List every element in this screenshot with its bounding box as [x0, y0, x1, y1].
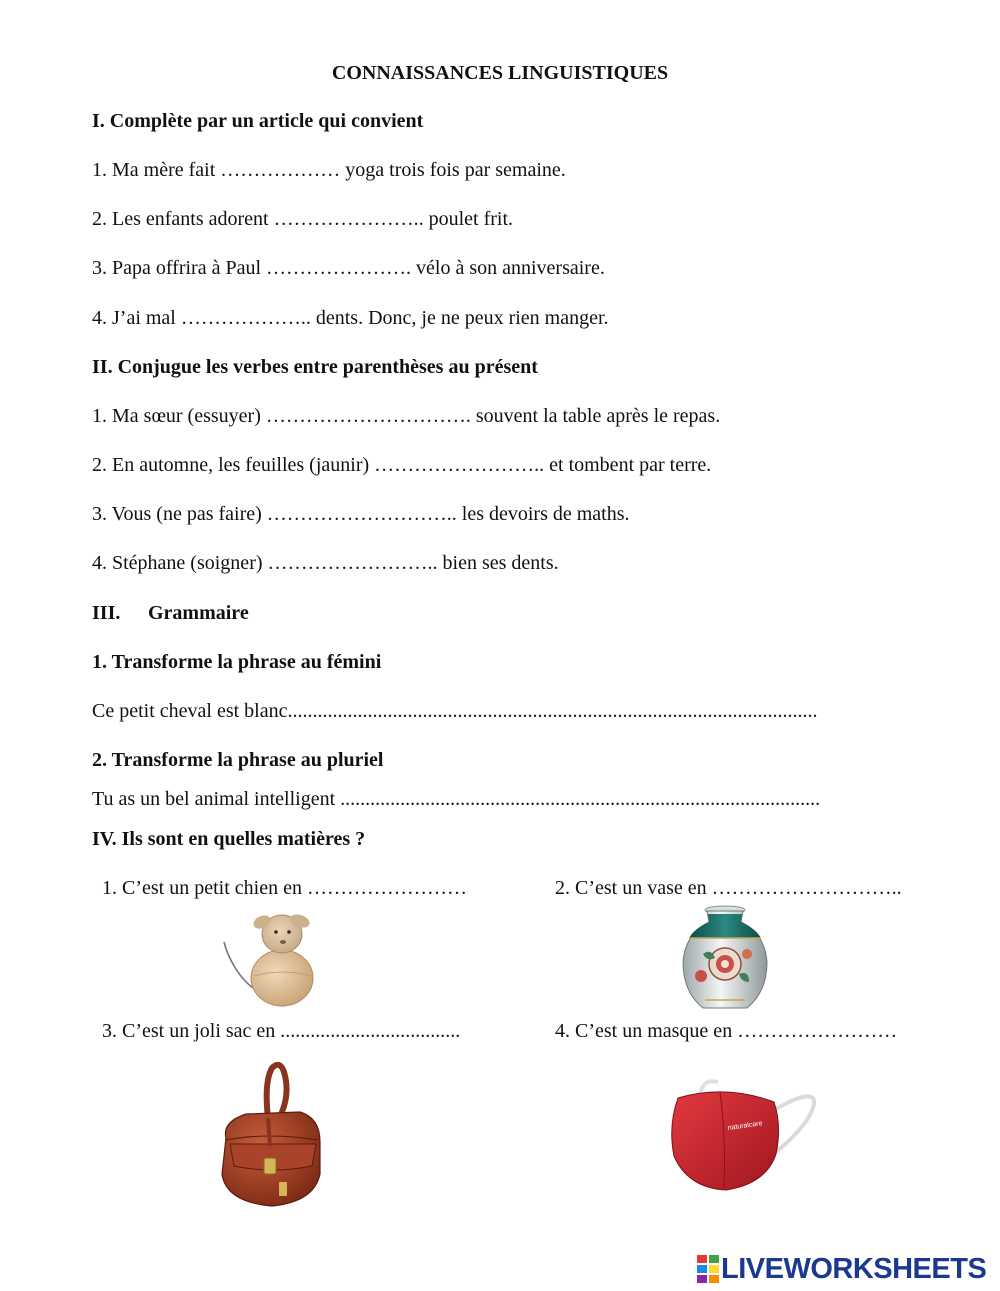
- section-2-heading: II. Conjugue les verbes entre parenthèses au présent: [92, 356, 538, 378]
- s1-item-4: 4. J’ai mal ……………….. dents. Donc, je ne peux rien manger.: [92, 307, 609, 329]
- leather-bag-image: [212, 1062, 327, 1210]
- s1-item-2: 2. Les enfants adorent ………………….. poulet frit.: [92, 208, 514, 230]
- s2-item-3: 3. Vous (ne pas faire) ……………………….. les devoirs de maths.: [92, 503, 630, 525]
- s2-item-4: 4. Stéphane (soigner) …………………….. bien ses dents.: [92, 552, 559, 574]
- section-4-heading: IV. Ils sont en quelles matières ?: [92, 828, 366, 850]
- section-1-heading: I. Complète par un article qui convient: [92, 110, 424, 132]
- s2-item-1: 1. Ma sœur (essuyer) …………………………. souvent la table après le repas.: [92, 405, 721, 427]
- s4-item-2: 2. C’est un vase en ………………………..: [555, 877, 902, 899]
- liveworksheets-logo[interactable]: [697, 1254, 986, 1284]
- section-3-heading: Grammaire: [148, 602, 249, 624]
- mask-brand-text: naturalcare: [727, 1120, 763, 1132]
- cloth-mask-image: [666, 1076, 816, 1198]
- s4-item-4: 4. C’est un masque en ……………………: [555, 1020, 898, 1042]
- wooden-dog-toy-image: [218, 906, 328, 1010]
- s1-item-3: 3. Papa offrira à Paul …………………. vélo à son anniversaire.: [92, 257, 605, 279]
- liveworksheets-logo-text: LIVEWORKSHEETS: [721, 1252, 987, 1285]
- s3-q1-sentence: Ce petit cheval est blanc..........................................................................................................: [92, 700, 818, 722]
- porcelain-vase-image: [675, 904, 775, 1016]
- s2-item-2: 2. En automne, les feuilles (jaunir) …………………….. et tombent par terre.: [92, 454, 712, 476]
- s4-item-3: 3. C’est un joli sac en ....................................: [102, 1020, 461, 1042]
- s4-item-1: 1. C’est un petit chien en ……………………: [102, 877, 467, 899]
- page-title: CONNAISSANCES LINGUISTIQUES: [331, 62, 669, 84]
- s3-q1-heading: 1. Transforme la phrase au fémini: [92, 651, 382, 673]
- liveworksheets-logo-icon: [697, 1255, 721, 1283]
- s3-q2-heading: 2. Transforme la phrase au pluriel: [92, 749, 384, 771]
- s1-item-1: 1. Ma mère fait ……………… yoga trois fois par semaine.: [92, 159, 566, 181]
- section-3-heading-number: III.: [92, 602, 121, 624]
- s3-q2-sentence: Tu as un bel animal intelligent ................................................................................................: [92, 788, 821, 810]
